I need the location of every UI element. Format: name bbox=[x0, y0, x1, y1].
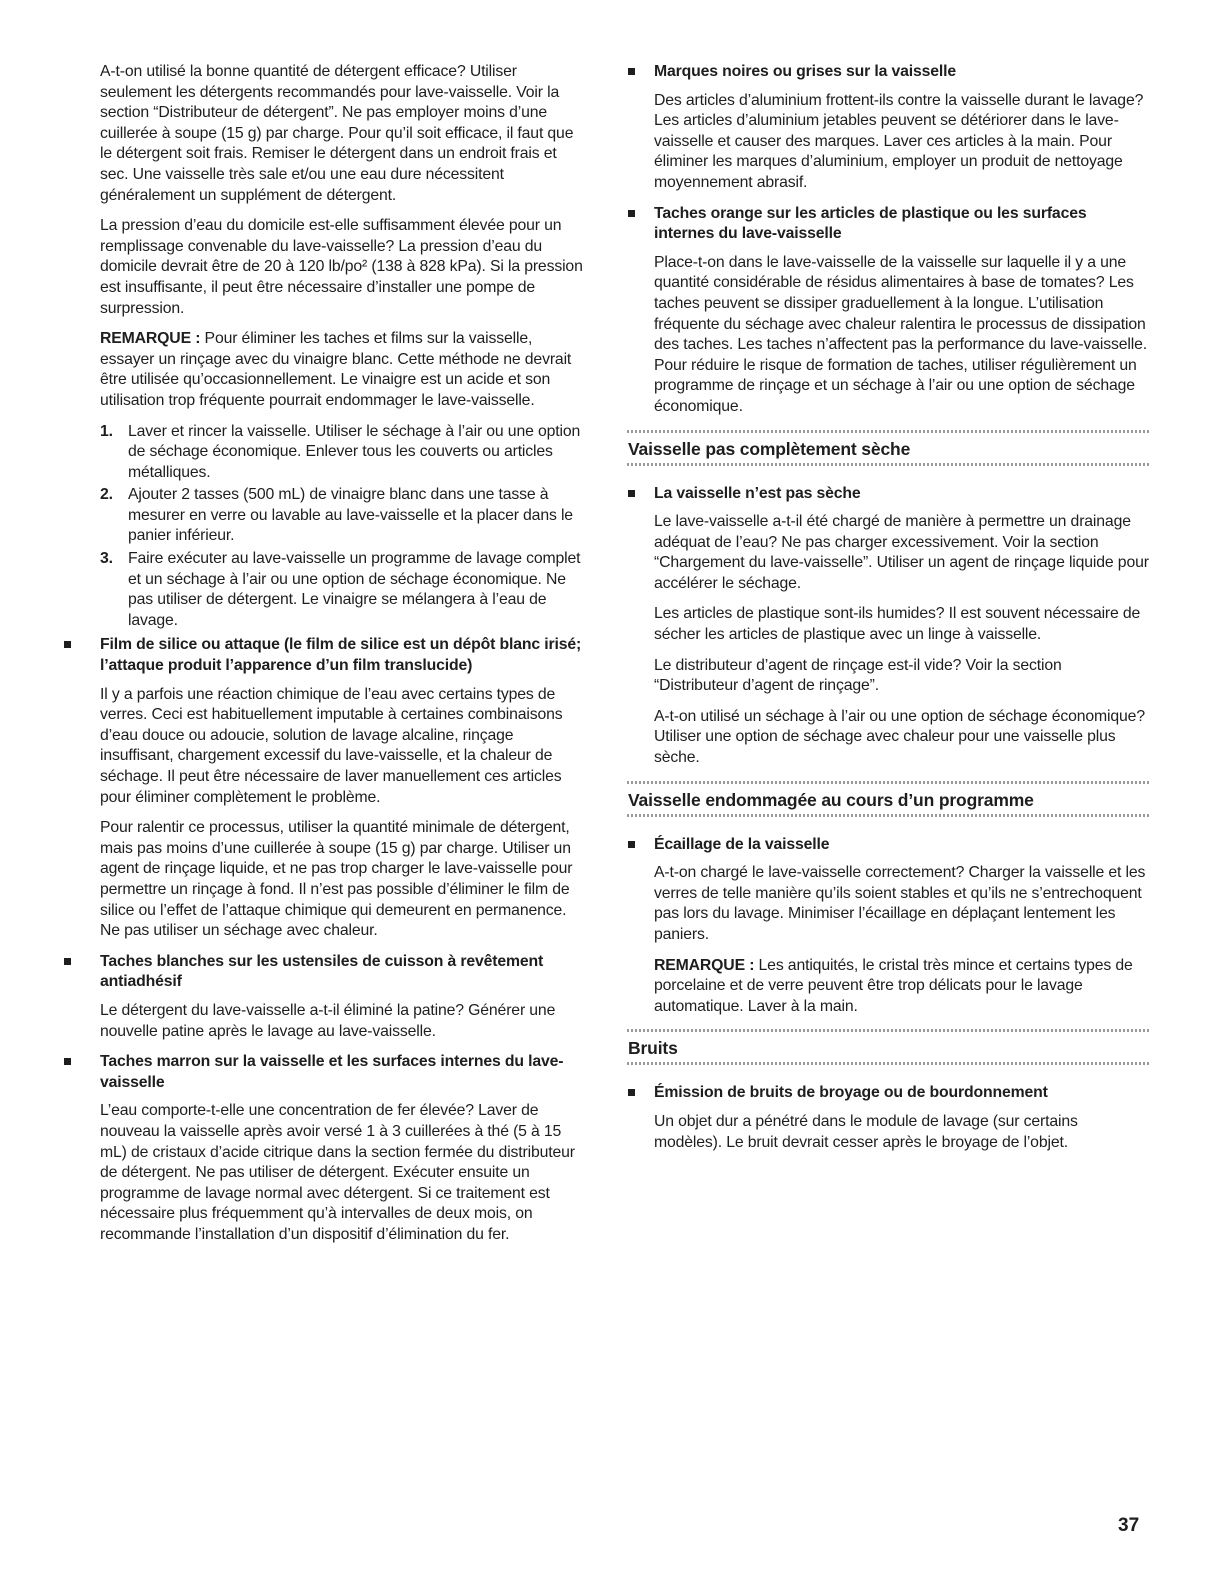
step-number: 1. bbox=[100, 422, 113, 440]
bullet-heading-text: Taches marron sur la vaisselle et les surfaces internes du lave-vaisselle bbox=[100, 1053, 564, 1091]
paragraph: Un objet dur a pénétré dans le module de lavage (sur certains modèles). Le bruit devrait cesser après le broyage de l’objet. bbox=[654, 1112, 1078, 1151]
step-number: 2. bbox=[100, 486, 113, 504]
dotted-rule bbox=[627, 1029, 1149, 1032]
remarque-text: Pour éliminer les taches et films sur la vaisselle, essayer un rinçage avec du vinaigre blanc. Cette méthode ne devrait être utilisée qu’occasionnellement. Le vinaigre est un acide et son utilisation trop fréquente pourrait endommager le lave-vaisselle. bbox=[100, 330, 572, 409]
dotted-rule bbox=[627, 781, 1149, 784]
bullet-heading-text: Taches orange sur les articles de plastique ou les surfaces internes du lave-vaisselle bbox=[654, 204, 1087, 243]
step-text: Ajouter 2 tasses (500 mL) de vinaigre blanc dans une tasse à mesurer en verre ou lavable au lave-vaisselle et la placer dans le panier inférieur. bbox=[128, 486, 573, 545]
bullet-square-icon bbox=[64, 1058, 71, 1065]
section-title: Bruits bbox=[628, 1038, 678, 1059]
paragraph: Le détergent du lave-vaisselle a-t-il éliminé la patine? Générer une nouvelle patine après le lavage au lave-vaisselle. bbox=[100, 1001, 556, 1040]
step-item bbox=[100, 422, 588, 484]
paragraph: La pression d’eau du domicile est-elle suffisamment élevée pour un remplissage convenable du lave-vaisselle? La pression d’eau du domicile devrait être de 20 à 120 lb/po² (138 à 828 kPa). Si la pression est insuffisante, il peut être nécessaire d’installer une pompe de surpression. bbox=[100, 217, 583, 317]
right-column bbox=[627, 62, 1149, 1163]
step-number: 3. bbox=[100, 550, 113, 568]
paragraph: Il y a parfois une réaction chimique de l’eau avec certains types de verres. Ceci est habituellement imputable à certaines combinaisons d’eau douce ou adoucie, solution de lavage alcaline, rinçage insuffisant, chargement excessif du lave-vaisselle, et la chaleur de séchage. Il peut être nécessaire de laver manuellement ces articles pour éliminer complètement le problème. bbox=[100, 685, 563, 806]
paragraph: A-t-on utilisé la bonne quantité de détergent efficace? Utiliser seulement les détergents recommandés pour lave-vaisselle. Voir la section “Distributeur de détergent”. Ne pas employer moins d’une cuillerée à soupe (15 g) par charge. Pour qu’il soit efficace, il faut que le détergent soit frais. Remiser le détergent dans un endroit frais et sec. Une vaisselle très sale et/ou une eau dure nécessitent généralement un supplément de détergent. bbox=[100, 63, 574, 204]
bullet-square-icon bbox=[628, 68, 635, 75]
bullet-heading bbox=[627, 835, 1149, 856]
bullet-heading-text: Taches blanches sur les ustensiles de cuisson à revêtement antiadhésif bbox=[100, 952, 544, 991]
bullet-heading bbox=[627, 1083, 1149, 1104]
bullet-heading bbox=[627, 204, 1149, 245]
paragraph: Les articles de plastique sont-ils humides? Il est souvent nécessaire de sécher les articles de plastique avec un linge à vaisselle. bbox=[654, 605, 1141, 644]
bullet-square-icon bbox=[628, 490, 635, 497]
bullet-heading bbox=[100, 635, 588, 676]
step-item bbox=[100, 549, 588, 631]
paragraph: Le distributeur d’agent de rinçage est-il vide? Voir la section “Distributeur d’agent de rinçage”. bbox=[654, 656, 1062, 695]
remarque-note bbox=[627, 956, 1149, 1018]
bullet-heading bbox=[627, 62, 1149, 83]
bullet-square-icon bbox=[64, 641, 71, 648]
bullet-heading bbox=[100, 952, 588, 993]
left-column bbox=[100, 62, 588, 1255]
bullet-square-icon bbox=[628, 210, 635, 217]
bullet-heading bbox=[100, 1052, 588, 1093]
dotted-rule bbox=[627, 1062, 1149, 1065]
bullet-heading-text: Écaillage de la vaisselle bbox=[654, 835, 830, 853]
remarque-label: REMARQUE : bbox=[654, 956, 755, 974]
bullet-square-icon bbox=[628, 1089, 635, 1096]
bullet-heading-text: La vaisselle n’est pas sèche bbox=[654, 484, 861, 502]
paragraph: Pour ralentir ce processus, utiliser la quantité minimale de détergent, mais pas moins d’une cuillerée à soupe (15 g) par charge. Utiliser un agent de rinçage liquide, et ne pas trop charger le lave-vaisselle pour permettre un rinçage à fond. Il n’est pas possible d’éliminer le film de silice ou l’effet de l’attaque chimique qui demeurent en permanence. Ne pas utiliser un séchage avec chaleur. bbox=[100, 819, 573, 940]
step-text: Faire exécuter au lave-vaisselle un programme de lavage complet et un séchage à l’air ou une option de séchage économique. Ne pas utiliser de détergent. Le vinaigre se mélangera à l’eau de lavage. bbox=[128, 550, 581, 629]
remarque-text: Les antiquités, le cristal très mince et certains types de porcelaine et de verre peuvent être trop délicats pour le lavage automatique. Laver à la main. bbox=[654, 956, 1133, 1015]
paragraph: A-t-on utilisé un séchage à l’air ou une option de séchage économique? Utiliser une option de séchage avec chaleur pour une vaisselle plus sèche. bbox=[654, 707, 1145, 767]
section-title: Vaisselle pas complètement sèche bbox=[628, 438, 911, 459]
bullet-square-icon bbox=[64, 958, 71, 965]
dotted-rule bbox=[627, 463, 1149, 466]
section-title: Vaisselle endommagée au cours d’un programme bbox=[628, 789, 1034, 810]
bullet-heading-text: Émission de bruits de broyage ou de bourdonnement bbox=[654, 1084, 1048, 1102]
bullet-heading-text: Marques noires ou grises sur la vaisselle bbox=[654, 63, 957, 80]
bullet-square-icon bbox=[628, 841, 635, 848]
step-text: Laver et rincer la vaisselle. Utiliser le séchage à l’air ou une option de séchage économique. Enlever tous les couverts ou articles métalliques. bbox=[128, 422, 581, 481]
paragraph: Des articles d’aluminium frottent-ils contre la vaisselle durant le lavage? Les articles d’aluminium jetables peuvent se détériorer dans le lave-vaisselle et causer des marques. Laver ces articles à la main. Pour éliminer les marques d’aluminium, employer un produit de nettoyage moyennement abrasif. bbox=[654, 91, 1144, 191]
step-item bbox=[100, 485, 588, 547]
bullet-heading-text: Film de silice ou attaque (le film de silice est un dépôt blanc irisé; l’attaque produit l’apparence d’un film translucide) bbox=[100, 636, 582, 675]
paragraph: L’eau comporte-t-elle une concentration de fer élevée? Laver de nouveau la vaisselle après avoir versé 1 à 3 cuillerées à thé (5 à 15 mL) de cristaux d’acide citrique dans la section fermée du distributeur de détergent. Ne pas utiliser de détergent. Exécuter ensuite un programme de lavage normal avec détergent. Si ce traitement est nécessaire plus fréquemment qu’à intervalles de deux mois, on recommande l’installation d’un dispositif d’élimination du fer. bbox=[100, 1102, 575, 1243]
bullet-heading bbox=[627, 484, 1149, 505]
dotted-rule bbox=[627, 430, 1149, 433]
remarque-note bbox=[100, 329, 588, 411]
paragraph: Le lave-vaisselle a-t-il été chargé de manière à permettre un drainage adéquat de l’eau? Ne pas charger excessivement. Voir la section “Chargement du lave-vaisselle”. Utiliser un agent de rinçage liquide pour accélérer le séchage. bbox=[654, 513, 1149, 592]
paragraph: A-t-on chargé le lave-vaisselle correctement? Charger la vaisselle et les verres de telle manière qu’ils soient stables et qu’ils ne s’entrechoquent pas lors du lavage. Minimiser l’écaillage en déplaçant lentement les paniers. bbox=[654, 864, 1146, 943]
section-header bbox=[627, 1029, 1149, 1065]
page-number: 37 bbox=[1118, 1515, 1140, 1536]
remarque-label: REMARQUE : bbox=[100, 330, 201, 348]
dotted-rule bbox=[627, 814, 1149, 817]
paragraph: Place-t-on dans le lave-vaisselle de la vaisselle sur laquelle il y a une quantité considérable de résidus alimentaires à base de tomates? Les taches peuvent se dissiper graduellement à la longue. L’utilisation fréquente du séchage avec chaleur ralentira le processus de dissipation des taches. Les taches n’affectent pas la performance du lave-vaisselle. Pour réduire le risque de formation de taches, utiliser régulièrement un programme de rinçage et un séchage à l’air ou une option de séchage économique. bbox=[654, 253, 1147, 415]
section-header bbox=[627, 430, 1149, 466]
steps-list bbox=[100, 422, 588, 632]
section-header bbox=[627, 781, 1149, 817]
